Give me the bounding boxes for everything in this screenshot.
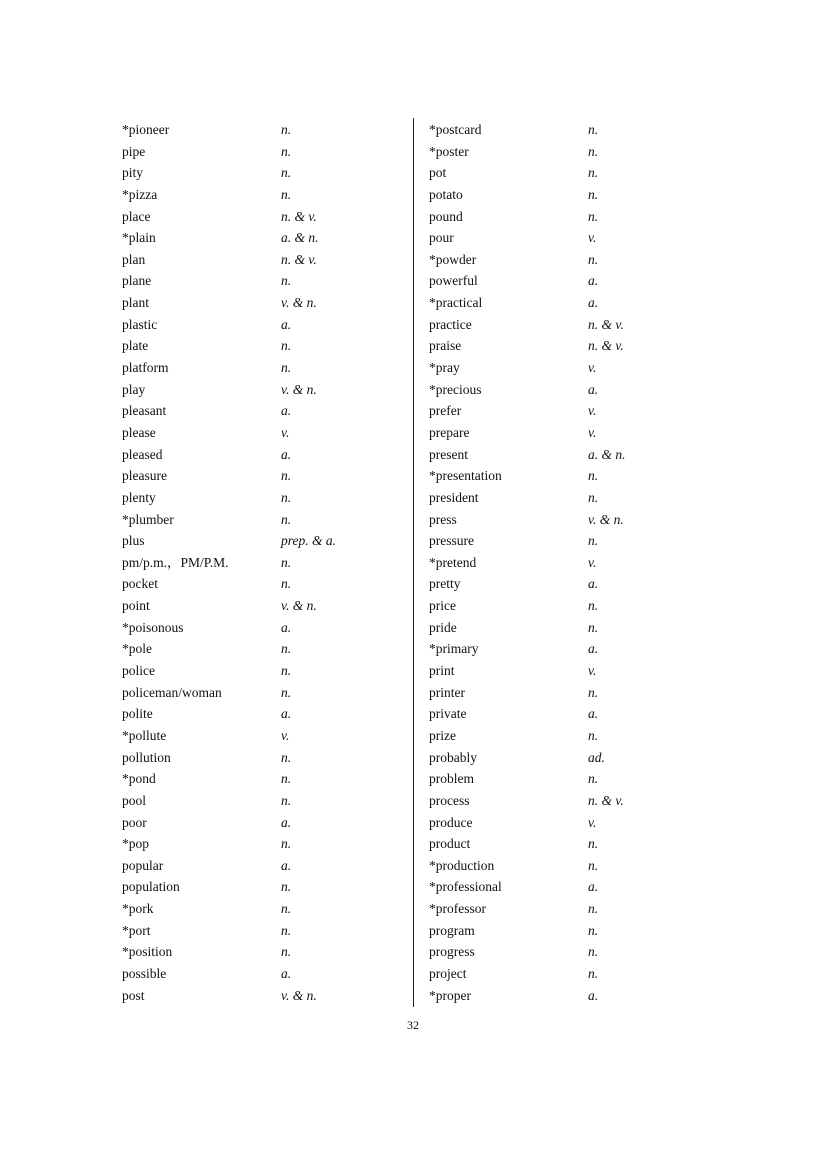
entry-word: problem xyxy=(429,771,474,787)
entry-part-of-speech: n. xyxy=(588,122,599,137)
entry-part-of-speech: a. & n. xyxy=(588,446,626,462)
entry-word: private xyxy=(429,706,467,722)
entry-part-of-speech: n. xyxy=(588,533,599,549)
entry-part-of-speech: n. xyxy=(588,684,599,700)
entry-word: product xyxy=(429,836,471,852)
entry-part-of-speech: n. xyxy=(281,122,292,137)
entry-part-of-speech: n. xyxy=(588,727,599,743)
entry-part-of-speech: a. xyxy=(281,619,292,635)
entry-word: plenty xyxy=(122,489,156,505)
entry-word: please xyxy=(122,424,156,440)
entry-part-of-speech: v. xyxy=(588,554,597,570)
entry-word: plane xyxy=(122,273,152,289)
entry-part-of-speech: n. xyxy=(281,554,292,570)
entry-part-of-speech: a. & n. xyxy=(281,230,319,246)
entry-word: president xyxy=(429,489,479,505)
entry-part-of-speech: n. xyxy=(281,338,292,354)
entry-part-of-speech: n. xyxy=(588,598,599,614)
entry-part-of-speech: n. xyxy=(281,944,292,960)
entry-word: pipe xyxy=(122,143,146,159)
entry-part-of-speech: a. xyxy=(281,965,292,981)
entry-part-of-speech: n. xyxy=(281,511,292,527)
entry-part-of-speech: n. xyxy=(281,641,292,657)
entry-part-of-speech: v. & n. xyxy=(281,598,317,614)
entry-word: *presentation xyxy=(429,468,502,484)
column-divider xyxy=(413,118,414,1007)
entry-part-of-speech: ad. xyxy=(588,749,605,765)
entry-word: plate xyxy=(122,338,149,354)
entry-word: pocket xyxy=(122,576,158,592)
entry-word: *production xyxy=(429,857,495,873)
entry-word: *pretend xyxy=(429,554,477,570)
entry-word: prepare xyxy=(429,424,470,440)
entry-part-of-speech: n. xyxy=(588,619,599,635)
entry-part-of-speech: n. & v. xyxy=(281,208,317,224)
entry-word: practice xyxy=(429,316,472,332)
entry-word: platform xyxy=(122,360,169,376)
entry-word: *pollute xyxy=(122,727,167,743)
entry-part-of-speech: n. xyxy=(281,836,292,852)
entry-part-of-speech: a. xyxy=(281,403,292,419)
entry-part-of-speech: a. xyxy=(588,273,599,289)
entry-word: pollution xyxy=(122,749,171,765)
entry-part-of-speech: n. & v. xyxy=(588,792,624,808)
entry-word: possible xyxy=(122,965,167,981)
entry-word: probably xyxy=(429,749,477,765)
entry-word: pity xyxy=(122,165,144,181)
entry-part-of-speech: n. xyxy=(588,944,599,960)
entry-part-of-speech: a. xyxy=(281,446,292,462)
entry-part-of-speech: n. xyxy=(588,251,599,267)
entry-word: plan xyxy=(122,251,146,267)
entry-word: *powder xyxy=(429,251,477,267)
entry-word: *pop xyxy=(122,836,149,852)
entry-part-of-speech: v. xyxy=(281,424,290,440)
entry-word: *pizza xyxy=(122,186,158,202)
entry-part-of-speech: n. xyxy=(281,749,292,765)
entry-word: *postcard xyxy=(429,122,482,137)
entry-part-of-speech: n. xyxy=(281,468,292,484)
entry-part-of-speech: n. xyxy=(281,771,292,787)
entry-word: *professor xyxy=(429,901,486,917)
entry-word: pride xyxy=(429,619,457,635)
entry-word: *pork xyxy=(122,901,154,917)
entry-part-of-speech: v. & n. xyxy=(588,511,624,527)
entry-part-of-speech: n. xyxy=(588,857,599,873)
entry-part-of-speech: a. xyxy=(281,814,292,830)
entry-word: pleasant xyxy=(122,403,167,419)
entry-part-of-speech: n. xyxy=(281,186,292,202)
entry-part-of-speech: n. xyxy=(281,165,292,181)
entry-word: pleasure xyxy=(122,468,167,484)
entry-word: powerful xyxy=(429,273,478,289)
entry-word: pressure xyxy=(429,533,474,549)
entry-word: program xyxy=(429,922,475,938)
entry-part-of-speech: a. xyxy=(281,706,292,722)
entry-part-of-speech: n. xyxy=(588,901,599,917)
entry-word: *plumber xyxy=(122,511,174,527)
entry-word: popular xyxy=(122,857,164,873)
entry-part-of-speech: a. xyxy=(281,857,292,873)
entry-part-of-speech: a. xyxy=(588,987,599,1003)
entry-part-of-speech: a. xyxy=(588,576,599,592)
entry-part-of-speech: v. xyxy=(588,424,597,440)
entry-word: *pole xyxy=(122,641,152,657)
entry-part-of-speech: n. xyxy=(281,922,292,938)
entry-word: press xyxy=(429,511,457,527)
entry-word: pot xyxy=(429,165,447,181)
entry-word: present xyxy=(429,446,468,462)
entry-word: *port xyxy=(122,922,151,938)
entry-word: place xyxy=(122,208,151,224)
entry-part-of-speech: n. & v. xyxy=(588,316,624,332)
entry-part-of-speech: n. xyxy=(588,965,599,981)
entry-part-of-speech: n. xyxy=(588,468,599,484)
entry-word: praise xyxy=(429,338,462,354)
entry-part-of-speech: v. xyxy=(281,727,290,743)
entry-word: *primary xyxy=(429,641,479,657)
entry-word: policeman/woman xyxy=(122,684,222,700)
entry-word: population xyxy=(122,879,180,895)
entry-part-of-speech: n. xyxy=(588,922,599,938)
entry-part-of-speech: v. xyxy=(588,230,597,246)
entry-word: *practical xyxy=(429,295,483,311)
entry-word: *plain xyxy=(122,230,156,246)
entry-word: *precious xyxy=(429,381,482,397)
entry-word: post xyxy=(122,987,145,1003)
entry-part-of-speech: n. xyxy=(588,771,599,787)
entry-word: *pioneer xyxy=(122,122,170,137)
entry-word: prize xyxy=(429,727,456,743)
entry-part-of-speech: n. xyxy=(281,663,292,679)
entry-part-of-speech: n. xyxy=(281,792,292,808)
entry-word: produce xyxy=(429,814,473,830)
entry-part-of-speech: n. xyxy=(588,143,599,159)
entry-part-of-speech: n. xyxy=(588,208,599,224)
page-number: 32 xyxy=(407,1018,419,1032)
entry-word: progress xyxy=(429,944,475,960)
entry-word: *poster xyxy=(429,143,469,159)
entry-word: prefer xyxy=(429,403,462,419)
entry-part-of-speech: v. xyxy=(588,663,597,679)
entry-word: pour xyxy=(429,230,454,246)
entry-part-of-speech: v. xyxy=(588,403,597,419)
entry-word: poor xyxy=(122,814,147,830)
entry-part-of-speech: a. xyxy=(588,295,599,311)
entry-word: potato xyxy=(429,186,463,202)
entry-part-of-speech: prep. & a. xyxy=(281,533,336,549)
entry-word: polite xyxy=(122,706,153,722)
entry-word: *pray xyxy=(429,360,460,376)
entry-word: pm/p.m.，PM/P.M. xyxy=(122,554,229,570)
entry-part-of-speech: n. xyxy=(588,836,599,852)
entry-part-of-speech: n. xyxy=(281,576,292,592)
entry-part-of-speech: v. & n. xyxy=(281,295,317,311)
entry-word: *pond xyxy=(122,771,156,787)
entry-word: plus xyxy=(122,533,145,549)
entry-part-of-speech: a. xyxy=(588,879,599,895)
entry-part-of-speech: n. xyxy=(281,273,292,289)
entry-part-of-speech: n. & v. xyxy=(281,251,317,267)
entry-part-of-speech: a. xyxy=(588,641,599,657)
entry-part-of-speech: n. xyxy=(281,684,292,700)
entry-word: pool xyxy=(122,792,147,808)
entry-word: *poisonous xyxy=(122,619,184,635)
entry-part-of-speech: n. xyxy=(588,186,599,202)
entry-word: price xyxy=(429,598,456,614)
entry-part-of-speech: v. & n. xyxy=(281,381,317,397)
entry-part-of-speech: n. xyxy=(281,489,292,505)
entry-word: *position xyxy=(122,944,173,960)
entry-part-of-speech: n. xyxy=(588,165,599,181)
entry-word: pleased xyxy=(122,446,163,462)
entry-part-of-speech: a. xyxy=(588,381,599,397)
entry-word: pretty xyxy=(429,576,461,592)
entry-part-of-speech: v. & n. xyxy=(281,987,317,1003)
entry-part-of-speech: n. xyxy=(588,489,599,505)
entry-part-of-speech: a. xyxy=(588,706,599,722)
entry-word: plastic xyxy=(122,316,158,332)
entry-word: pound xyxy=(429,208,463,224)
entry-word: plant xyxy=(122,295,149,311)
entry-part-of-speech: a. xyxy=(281,316,292,332)
entry-word: print xyxy=(429,663,455,679)
entry-part-of-speech: n. & v. xyxy=(588,338,624,354)
entry-part-of-speech: v. xyxy=(588,814,597,830)
entry-word: point xyxy=(122,598,150,614)
entry-word: printer xyxy=(429,684,465,700)
entry-word: *proper xyxy=(429,987,471,1003)
entry-word: *professional xyxy=(429,879,502,895)
entry-word: police xyxy=(122,663,155,679)
entry-part-of-speech: v. xyxy=(588,360,597,376)
entry-part-of-speech: n. xyxy=(281,901,292,917)
entry-word: play xyxy=(122,381,146,397)
entry-part-of-speech: n. xyxy=(281,143,292,159)
entry-word: project xyxy=(429,965,467,981)
entry-word: process xyxy=(429,792,470,808)
entry-part-of-speech: n. xyxy=(281,879,292,895)
entry-part-of-speech: n. xyxy=(281,360,292,376)
